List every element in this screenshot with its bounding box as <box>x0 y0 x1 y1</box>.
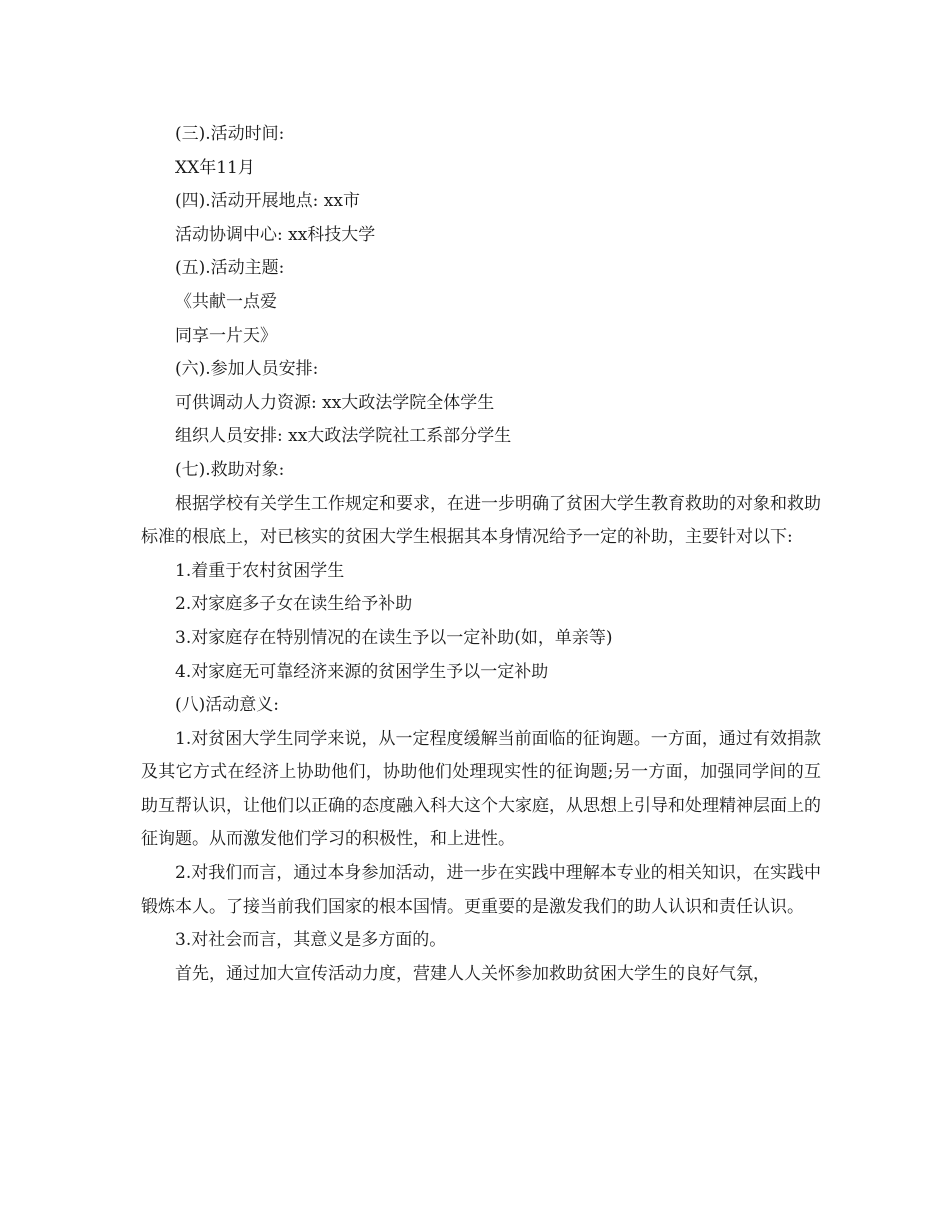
target-item-3: 3.对家庭存在特别情况的在读生予以一定补助(如，单亲等) <box>175 627 613 648</box>
heading-help-target: (七).救助对象: <box>175 459 285 480</box>
paragraph-help-target: 根据学校有关学生工作规定和要求，在进一步明确了贫困大学生教育救助的对象和救助标准的根底上，对已核实的贫困大学生根据其本身情况给予一定的补助，主要针对以下: <box>141 493 821 548</box>
target-item-2: 2.对家庭多子女在读生给予补助 <box>175 594 413 615</box>
theme-line-1: 《共献一点爱 <box>175 291 277 312</box>
paragraph-meaning-4: 首先，通过加大宣传活动力度，营建人人关怀参加救助贫困大学生的良好气氛， <box>175 963 770 984</box>
theme-line-2: 同享一片天》 <box>175 325 277 346</box>
heading-activity-time: (三).活动时间: <box>175 124 285 144</box>
paragraph-meaning-3: 3.对社会而言，其意义是多方面的。 <box>175 930 447 951</box>
target-item-4: 4.对家庭无可靠经济来源的贫困学生予以一定补助 <box>175 661 549 682</box>
heading-participants: (六).参加人员安排: <box>175 359 319 380</box>
heading-meaning: (八)活动意义: <box>175 695 279 716</box>
paragraph-meaning-2: 2.对我们而言，通过本身参加活动，进一步在实践中理解本专业的相关知识，在实践中锻炼本人。了接当前我们国家的根本国情。更重要的是激发我们的助人认识和责任认识。 <box>141 863 821 917</box>
available-resources: 可供调动人力资源: xx大政法学院全体学生 <box>175 392 495 413</box>
activity-time-value: XX年11月 <box>175 157 255 178</box>
coordination-center: 活动协调中心: xx科技大学 <box>175 224 376 245</box>
heading-activity-theme: (五).活动主题: <box>175 258 285 279</box>
target-item-1: 1.着重于农村贫困学生 <box>175 560 345 581</box>
heading-activity-location: (四).活动开展地点: xx市 <box>175 191 360 212</box>
document-body <box>141 118 821 991</box>
organizer-arrangement: 组织人员安排: xx大政法学院社工系部分学生 <box>175 426 512 447</box>
paragraph-meaning-1: 1.对贫困大学生同学来说，从一定程度缓解当前面临的征询题。一方面，通过有效捐款及其它方式在经济上协助他们，协助他们处理现实性的征询题;另一方面，加强同学间的互助互帮认识，让他们以正确的态度融入科大这个大家庭，从思想上引导和处理精神层面上的征询题。从而激发他们学习的积极性，和上进性。 <box>141 728 821 850</box>
